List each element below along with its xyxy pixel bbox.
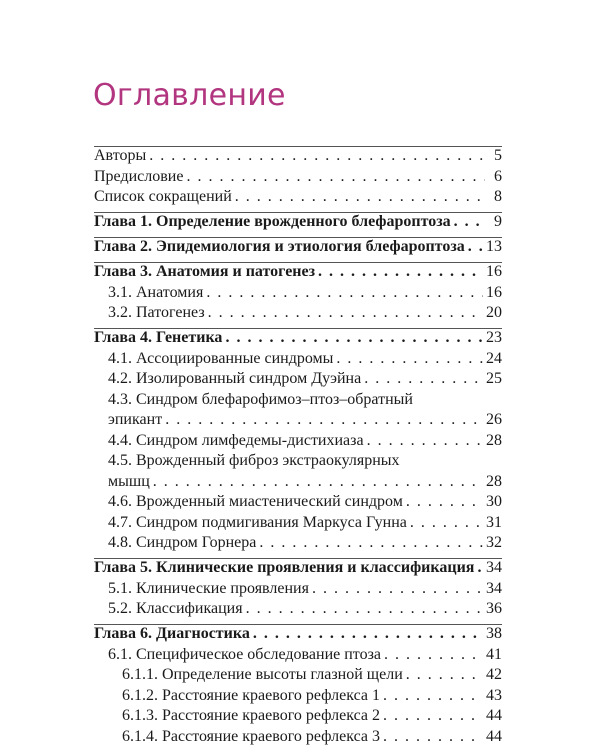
toc-entry-label: 3.2. Патогенез: [108, 304, 205, 321]
toc-entry-4-5[interactable]: [94, 473, 502, 494]
leader-dots: [384, 646, 483, 664]
leader-dots: [406, 666, 483, 684]
toc-page-number: 16: [486, 283, 502, 301]
toc-entry-label: 4.8. Синдром Горнера: [108, 534, 257, 551]
toc-entry-label: Глава 2. Эпидемиология и этиология блефароптоза: [94, 237, 465, 255]
leader-dots: [208, 304, 483, 322]
toc-page-number: 26: [486, 411, 502, 428]
toc-page-number: 5: [494, 147, 502, 164]
toc-page-number: 38: [486, 624, 502, 642]
toc-page-number: 20: [486, 304, 502, 321]
toc-page-number: 28: [486, 431, 502, 449]
toc-chapter-5[interactable]: [94, 559, 502, 580]
toc-page-number: 31: [486, 513, 502, 531]
toc-page-number: 43: [486, 686, 502, 704]
toc-page-number: 36: [486, 600, 502, 617]
toc-chapter-3[interactable]: [94, 263, 502, 284]
leader-dots: [312, 580, 483, 598]
toc-entry-4-3[interactable]: [94, 411, 502, 432]
toc-chapter-4[interactable]: [94, 329, 502, 350]
leader-dots: [468, 238, 483, 256]
toc-page-number: 41: [486, 645, 502, 663]
toc-entry-label: 5.2. Классификация: [108, 600, 243, 617]
toc-entry-label: 4.7. Синдром подмигивания Маркуса Гунна: [108, 513, 407, 531]
leader-dots: [225, 329, 483, 347]
leader-dots: [253, 625, 483, 643]
toc-entry-6-1-1[interactable]: [94, 666, 502, 687]
toc-entry-authors[interactable]: [94, 147, 502, 168]
toc-page-number: 8: [494, 188, 502, 205]
toc-entry-4-4[interactable]: [94, 432, 502, 453]
toc-page-number: 13: [486, 237, 502, 255]
toc-page-number: 32: [486, 534, 502, 551]
toc-chapter-6[interactable]: [94, 625, 502, 646]
toc-entry-label: 6.1.2. Расстояние краевого рефлекса 1: [122, 686, 380, 704]
leader-dots: [336, 350, 483, 368]
leader-dots: [149, 147, 485, 165]
leader-dots: [406, 493, 483, 511]
toc-entry-6-1[interactable]: [94, 646, 502, 667]
leader-dots: [259, 534, 483, 552]
toc-page-number: 34: [486, 579, 502, 597]
toc-entry-5-2[interactable]: [94, 600, 502, 621]
toc-entry-4-6[interactable]: [94, 493, 502, 514]
toc-entry-4-5-line1[interactable]: 4.5. Врожденный фиброз экстраокулярных: [108, 452, 400, 469]
toc-entry-label: 6.1.1. Определение высоты глазной щели: [122, 666, 403, 683]
toc-entry-3-1[interactable]: [94, 284, 502, 305]
toc-entry-4-1[interactable]: [94, 350, 502, 371]
leader-dots: [318, 263, 483, 281]
leader-dots: [367, 432, 483, 450]
toc-entry-5-1[interactable]: [94, 580, 502, 601]
leader-dots: [165, 411, 483, 429]
toc-entry-label: 6.1. Специфическое обследование птоза: [108, 645, 381, 663]
toc-entry-label: Авторы: [94, 147, 147, 164]
toc-entry-label: 4.6. Врожденный миастенический синдром: [108, 493, 403, 510]
toc-entry-4-3-line1[interactable]: 4.3. Синдром блефарофимоз–птоз–обратный: [108, 390, 413, 408]
toc-page-number: 9: [494, 212, 502, 230]
leader-dots: [206, 284, 483, 302]
leader-dots: [410, 514, 483, 532]
table-of-contents: [94, 146, 502, 748]
toc-entry-label: 6.1.3. Расстояние краевого рефлекса 2: [122, 707, 380, 724]
toc-entry-label: 3.1. Анатомия: [108, 283, 204, 301]
toc-entry-label: 6.1.4. Расстояние краевого рефлекса 3: [122, 727, 380, 745]
toc-entry-label: Предисловие: [94, 167, 184, 185]
leader-dots: [153, 473, 483, 491]
toc-entry-label: 5.1. Клинические проявления: [108, 579, 309, 597]
leader-dots: [186, 168, 485, 186]
toc-page-number: 44: [486, 707, 502, 724]
toc-page-number: 6: [494, 167, 502, 185]
toc-entry-6-1-4[interactable]: [94, 728, 502, 749]
toc-entry-label: Список сокращений: [94, 188, 232, 205]
toc-entry-label: 4.4. Синдром лимфедемы-дистихиаза: [108, 431, 364, 449]
leader-dots: [477, 559, 483, 577]
leader-dots: [454, 213, 485, 231]
toc-entry-6-1-3[interactable]: [94, 707, 502, 728]
toc-page-number: 30: [486, 493, 502, 510]
leader-dots: [235, 188, 485, 206]
toc-entry-label: 4.2. Изолированный синдром Дуэйна: [108, 370, 362, 387]
leader-dots: [364, 370, 483, 388]
toc-page-number: 25: [486, 370, 502, 387]
leader-dots: [383, 728, 483, 746]
toc-page-number: 44: [486, 727, 502, 745]
toc-chapter-2[interactable]: [94, 238, 502, 259]
toc-page-number: 34: [486, 558, 502, 576]
toc-entry-label: мышц: [108, 472, 150, 490]
leader-dots: [383, 707, 483, 725]
toc-entry-6-1-2[interactable]: [94, 687, 502, 708]
toc-entry-label: эпикант: [108, 411, 163, 428]
toc-chapter-1[interactable]: [94, 213, 502, 234]
toc-entry-abbreviations[interactable]: [94, 188, 502, 209]
toc-page-number: 23: [486, 328, 502, 346]
toc-entry-4-2[interactable]: [94, 370, 502, 391]
toc-page-number: 28: [486, 472, 502, 490]
page-title: Оглавление: [93, 78, 286, 113]
toc-entry-preface[interactable]: [94, 168, 502, 189]
leader-dots: [246, 600, 483, 618]
toc-entry-label: Глава 6. Диагностика: [94, 624, 250, 642]
toc-entry-label: Глава 3. Анатомия и патогенез: [94, 262, 316, 280]
toc-page-number: 16: [486, 262, 502, 280]
leader-dots: [383, 687, 483, 705]
toc-entry-label: Глава 4. Генетика: [94, 328, 223, 346]
toc-page-number: 24: [486, 349, 502, 367]
toc-entry-label: Глава 1. Определение врожденного блефароптоза: [94, 212, 451, 230]
toc-entry-4-8[interactable]: [94, 534, 502, 555]
toc-entry-label: 4.1. Ассоциированные синдромы: [108, 349, 334, 367]
toc-entry-label: Глава 5. Клинические проявления и классификация: [94, 558, 475, 576]
toc-entry-3-2[interactable]: [94, 304, 502, 325]
toc-entry-4-7[interactable]: [94, 514, 502, 535]
toc-page-number: 42: [486, 666, 502, 683]
